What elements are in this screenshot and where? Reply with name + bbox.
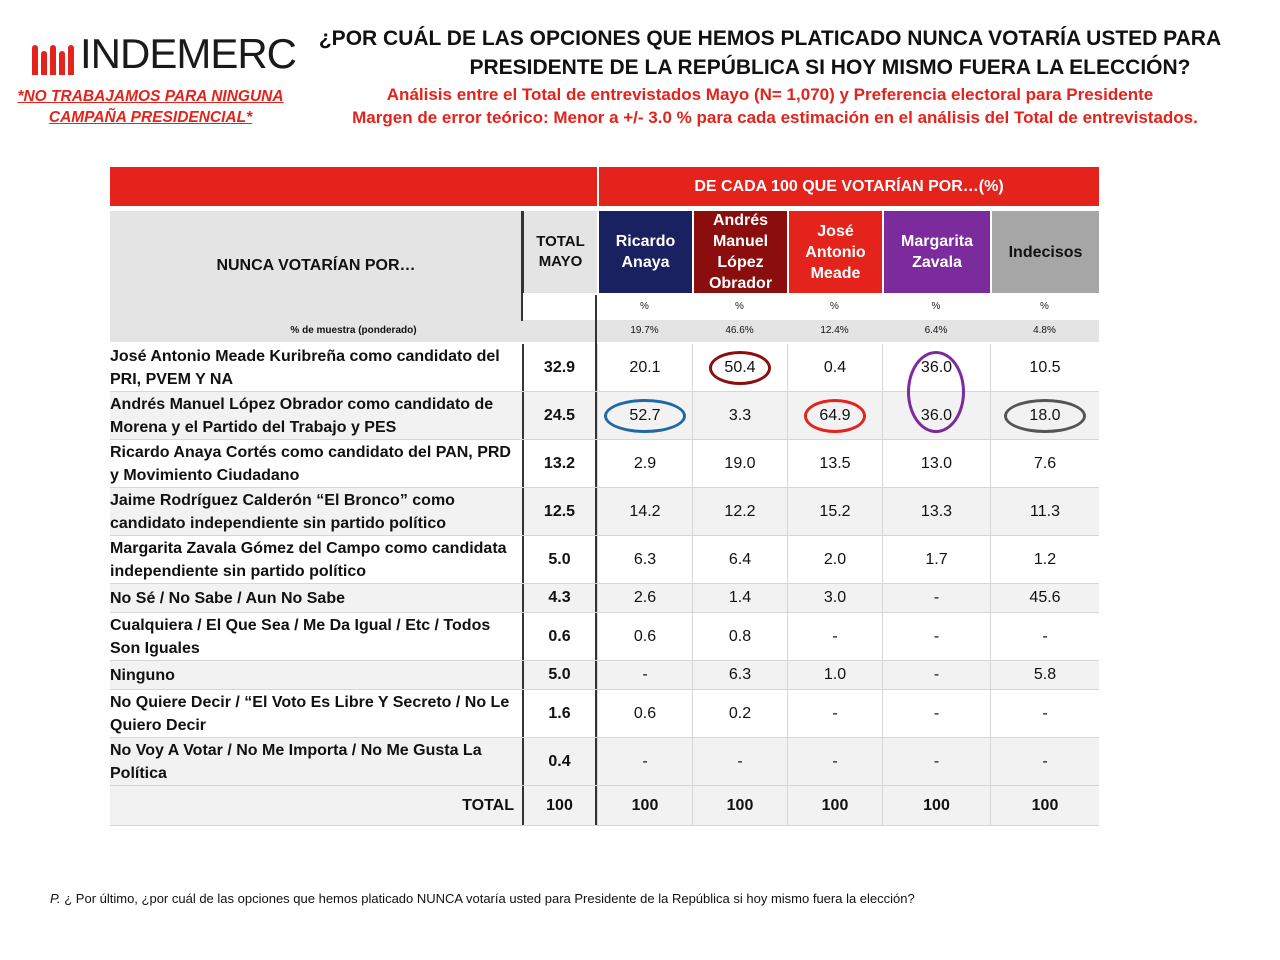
row-cell-4: 10.5 [990, 344, 1099, 391]
row-cell-2: - [787, 690, 882, 737]
disclaimer: *NO TRABAJAMOS PARA NINGUNA CAMPAÑA PRESIDENCIAL* [17, 88, 284, 126]
row-cell-0: 20.1 [597, 344, 692, 391]
row-cell-3: - [882, 690, 990, 737]
row-total: 0.6 [522, 613, 597, 660]
title-line-1: ¿POR CUÁL DE LAS OPCIONES QUE HEMOS PLATICADO NUNCA VOTARÍA USTED PARA [318, 27, 1222, 50]
row-cell-1: 6.4 [692, 536, 787, 583]
row-label: José Antonio Meade Kuribreña como candidato del PRI, PVEM Y NA [110, 347, 500, 388]
table-row [110, 584, 1099, 613]
total-row-cell-3: 100 [882, 786, 990, 825]
row-cell-0: 0.6 [597, 613, 692, 660]
page-title [300, 24, 1240, 82]
row-cell-3: 1.7 [882, 536, 990, 583]
table-row [110, 440, 1099, 488]
row-cell-0: 6.3 [597, 536, 692, 583]
row-cell-4: 1.2 [990, 536, 1099, 583]
percent-unit-3: % [931, 301, 941, 312]
row-label: Andrés Manuel López Obrador como candidato de Morena y el Partido del Trabajo y PES [110, 395, 494, 436]
total-row-cell-2: 100 [787, 786, 882, 825]
row-cell-0: 2.6 [597, 584, 692, 612]
row-label: No Sé / No Sabe / Aun No Sabe [110, 589, 345, 607]
logo-bars-icon [32, 33, 74, 75]
sample-value-3: 6.4% [924, 325, 948, 336]
row-cell-3: - [882, 661, 990, 689]
sample-value-0: 19.7% [630, 325, 659, 336]
table-row [110, 661, 1099, 690]
sample-label: % de muestra (ponderado) [290, 325, 417, 336]
candidate-header-0: Ricardo Anaya [597, 211, 692, 293]
percent-unit-0: % [640, 301, 649, 312]
logo-wordmark: INDEMERC [80, 30, 297, 77]
row-label: Ricardo Anaya Cortés como candidato del PAN, PRD y Movimiento Ciudadano [110, 443, 511, 484]
table-top-bar [110, 167, 1099, 206]
candidate-header-2: José Antonio Meade [787, 211, 882, 293]
row-cell-1: 50.4 [692, 344, 787, 391]
table-row [110, 488, 1099, 536]
row-cell-1: 19.0 [692, 440, 787, 487]
table-row [110, 690, 1099, 738]
row-cell-4: 18.0 [990, 392, 1099, 439]
row-cell-3: 13.3 [882, 488, 990, 535]
group-header: DE CADA 100 QUE VOTARÍAN POR…(%) [597, 167, 1099, 206]
row-cell-2: 64.9 [787, 392, 882, 439]
candidate-header-3: Margarita Zavala [882, 211, 990, 293]
highlight-circle-lopez-meade [709, 351, 771, 385]
row-cell-1: 3.3 [692, 392, 787, 439]
row-cell-1: 12.2 [692, 488, 787, 535]
sample-value-1: 46.6% [725, 325, 754, 336]
total-row-cell-0: 100 [597, 786, 692, 825]
title-line-2: PRESIDENTE DE LA REPÚBLICA SI HOY MISMO FUERA LA ELECCIÓN? [469, 56, 1191, 79]
row-header: NUNCA VOTARÍAN POR… [110, 211, 522, 321]
table-row [110, 613, 1099, 661]
row-cell-0: 0.6 [597, 690, 692, 737]
row-cell-4: - [990, 738, 1099, 785]
row-cell-2: 2.0 [787, 536, 882, 583]
row-label: No Quiere Decir / “El Voto Es Libre Y Secreto / No Le Quiero Decir [110, 693, 510, 734]
row-cell-2: 0.4 [787, 344, 882, 391]
percent-unit-1: % [735, 301, 744, 312]
table-total-row [110, 786, 1099, 826]
sample-value-2: 12.4% [820, 325, 849, 336]
footnote-prefix: P. [50, 891, 61, 906]
row-cell-2: - [787, 738, 882, 785]
row-label: Cualquiera / El Que Sea / Me Da Igual / Etc / Todos Son Iguales [110, 616, 491, 657]
footnote-text: ¿ Por último, ¿por cuál de las opciones que hemos platicado NUNCA votaría usted para Presidente de la República si hoy mismo fuera la elección? [64, 891, 915, 906]
row-label: Ninguno [110, 666, 175, 684]
total-row-cell-4: 100 [990, 786, 1099, 825]
row-label: Jaime Rodríguez Calderón “El Bronco” como candidato independiente sin partido político [110, 491, 455, 532]
row-cell-1: 0.8 [692, 613, 787, 660]
row-total: 12.5 [522, 488, 597, 535]
row-cell-4: 45.6 [990, 584, 1099, 612]
label-column-divider [521, 211, 523, 321]
row-cell-2: - [787, 613, 882, 660]
row-cell-4: 5.8 [990, 661, 1099, 689]
row-cell-2: 1.0 [787, 661, 882, 689]
row-total: 4.3 [522, 584, 597, 612]
sample-row [110, 320, 1099, 342]
row-total: 1.6 [522, 690, 597, 737]
row-total: 13.2 [522, 440, 597, 487]
total-column-divider [595, 295, 597, 344]
row-total: 32.9 [522, 344, 597, 391]
row-total: 5.0 [522, 661, 597, 689]
row-cell-2: 3.0 [787, 584, 882, 612]
row-cell-0: 2.9 [597, 440, 692, 487]
percent-unit-2: % [830, 301, 839, 312]
table-row [110, 536, 1099, 584]
sample-value-4: 4.8% [1033, 325, 1056, 336]
highlight-circle-meade-lopez [804, 399, 866, 433]
percent-unit-4: % [1040, 301, 1049, 312]
row-label: No Voy A Votar / No Me Importa / No Me Gusta La Política [110, 741, 482, 782]
row-cell-1: - [692, 738, 787, 785]
row-cell-1: 1.4 [692, 584, 787, 612]
row-cell-4: - [990, 613, 1099, 660]
candidate-header-4: Indecisos [990, 211, 1099, 293]
indemerc-logo [32, 30, 297, 78]
total-header: TOTAL MAYO [522, 211, 597, 293]
footnote [50, 891, 1250, 906]
row-cell-2: 15.2 [787, 488, 882, 535]
row-cell-0: 14.2 [597, 488, 692, 535]
row-cell-2: 13.5 [787, 440, 882, 487]
highlight-circle-zavala [907, 351, 965, 433]
percent-unit-row [522, 295, 1099, 319]
row-cell-3: 36.0 [882, 344, 990, 391]
row-total: 0.4 [522, 738, 597, 785]
row-cell-4: - [990, 690, 1099, 737]
row-total: 5.0 [522, 536, 597, 583]
row-cell-4: 7.6 [990, 440, 1099, 487]
highlight-circle-indecisos-lopez [1004, 399, 1086, 433]
table-row [110, 738, 1099, 786]
row-total: 24.5 [522, 392, 597, 439]
row-cell-0: 52.7 [597, 392, 692, 439]
highlight-circle-anaya-lopez [604, 399, 686, 433]
candidate-header-1: Andrés Manuel López Obrador [692, 211, 787, 293]
total-row-label: TOTAL [462, 797, 514, 814]
row-cell-0: - [597, 738, 692, 785]
total-row-total: 100 [522, 786, 597, 825]
total-row-cell-1: 100 [692, 786, 787, 825]
row-cell-0: - [597, 661, 692, 689]
row-cell-3: 36.0 [882, 392, 990, 439]
row-cell-3: - [882, 613, 990, 660]
row-cell-3: - [882, 738, 990, 785]
row-label: Margarita Zavala Gómez del Campo como candidata independiente sin partido político [110, 539, 507, 580]
subtitle-margin: Margen de error teórico: Menor a +/- 3.0 % para cada estimación en el análisis del Total de entrevistados. [352, 108, 1198, 127]
row-cell-3: 13.0 [882, 440, 990, 487]
row-cell-1: 6.3 [692, 661, 787, 689]
subtitle-sample: Análisis entre el Total de entrevistados Mayo (N= 1,070) y Preferencia electoral para Presidente [386, 85, 1154, 104]
row-cell-3: - [882, 584, 990, 612]
row-cell-4: 11.3 [990, 488, 1099, 535]
row-cell-1: 0.2 [692, 690, 787, 737]
